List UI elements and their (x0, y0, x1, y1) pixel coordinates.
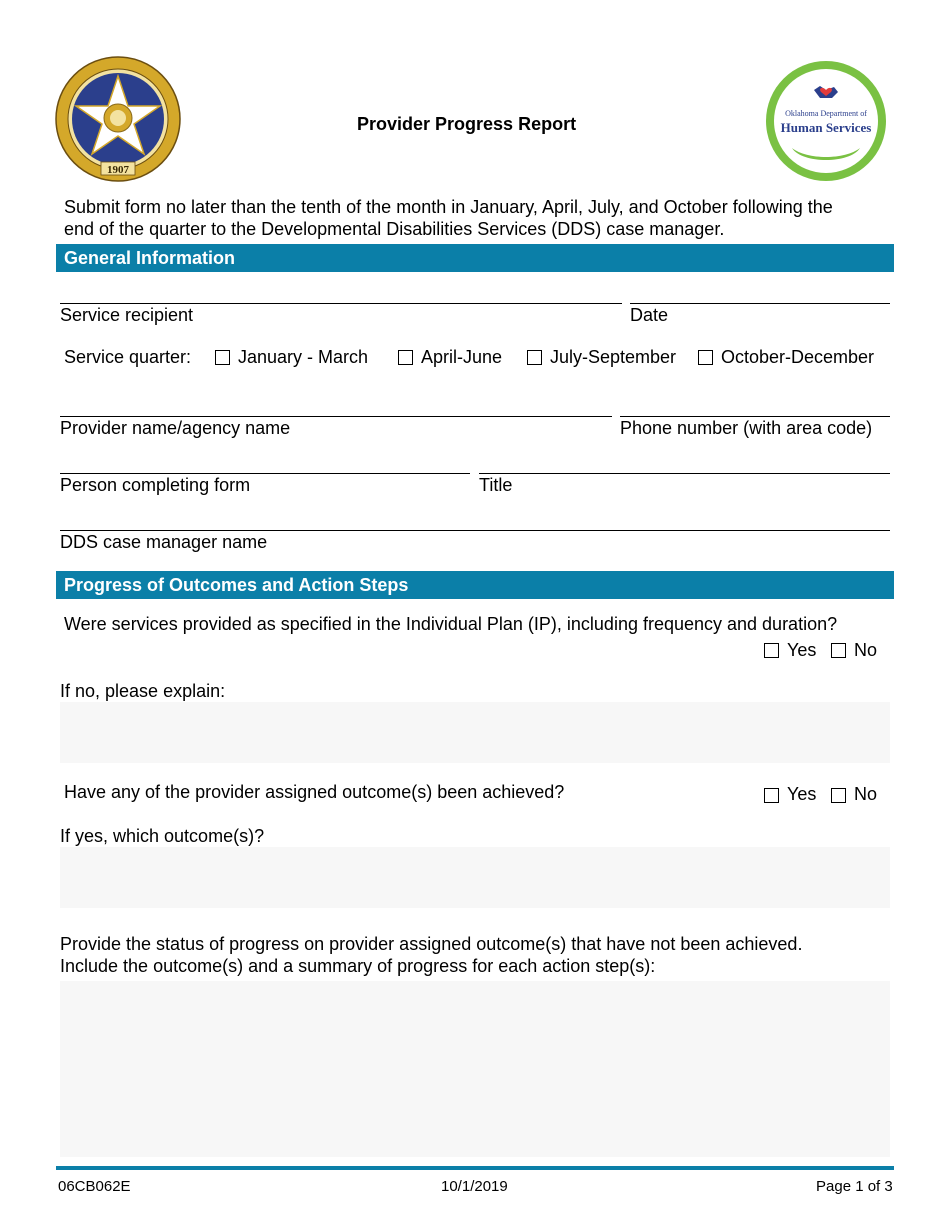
service-quarter-label: Service quarter: (64, 347, 192, 367)
quarter-jan-mar-checkbox[interactable] (215, 350, 230, 365)
dds-case-manager-field[interactable] (60, 530, 890, 531)
q1-no-label: No (854, 640, 878, 660)
state-seal (55, 56, 181, 182)
dhs-logo (762, 60, 890, 182)
dds-case-manager-label: DDS case manager name (60, 532, 268, 552)
person-completing-field[interactable] (60, 473, 470, 474)
logo-line2: Human Services (780, 120, 872, 135)
title-label: Title (479, 475, 513, 495)
q2-which-field[interactable] (60, 847, 890, 908)
q2-text: Have any of the provider assigned outcome(s) been achieved? (64, 782, 565, 802)
q2-which-label: If yes, which outcome(s)? (60, 826, 265, 846)
title-field[interactable] (479, 473, 890, 474)
phone-field[interactable] (620, 416, 890, 417)
quarter-jan-mar-label: January - March (238, 347, 369, 367)
service-recipient-label: Service recipient (60, 305, 194, 325)
q3-line-2: Include the outcome(s) and a summary of progress for each action step(s): (60, 956, 656, 976)
form-id: 06CB062E (58, 1178, 131, 1195)
progress-heading: Progress of Outcomes and Action Steps (56, 571, 894, 599)
footer-date: 10/1/2019 (441, 1178, 508, 1195)
logo-line1: Oklahoma Department of (785, 109, 867, 118)
q1-yes-checkbox[interactable] (764, 643, 779, 658)
date-field[interactable] (630, 303, 890, 304)
q1-no-checkbox[interactable] (831, 643, 846, 658)
quarter-jul-sep-label: July-September (550, 347, 677, 367)
q1-explain-label: If no, please explain: (60, 681, 226, 701)
quarter-apr-jun-checkbox[interactable] (398, 350, 413, 365)
q1-text: Were services provided as specified in the Individual Plan (IP), including frequency and duration? (64, 614, 838, 634)
provider-name-label: Provider name/agency name (60, 418, 291, 438)
q2-no-label: No (854, 784, 878, 804)
page-number: Page 1 of 3 (816, 1178, 893, 1195)
provider-name-field[interactable] (60, 416, 612, 417)
quarter-apr-jun-label: April-June (421, 347, 503, 367)
instructions-line-1: Submit form no later than the tenth of the month in January, April, July, and October following the (64, 197, 833, 217)
q2-no-checkbox[interactable] (831, 788, 846, 803)
q1-explain-field[interactable] (60, 702, 890, 763)
page-title: Provider Progress Report (357, 114, 577, 134)
quarter-jul-sep-checkbox[interactable] (527, 350, 542, 365)
seal-year: 1907 (107, 164, 129, 176)
footer-divider (56, 1166, 894, 1170)
date-label: Date (630, 305, 669, 325)
service-recipient-field[interactable] (60, 303, 622, 304)
instructions-line-2: end of the quarter to the Developmental Disabilities Services (DDS) case manager. (64, 219, 725, 239)
phone-label: Phone number (with area code) (620, 418, 873, 438)
quarter-oct-dec-label: October-December (721, 347, 875, 367)
q1-yes-label: Yes (787, 640, 817, 660)
general-information-heading: General Information (56, 244, 894, 272)
q2-yes-label: Yes (787, 784, 817, 804)
person-completing-label: Person completing form (60, 475, 251, 495)
q3-status-field[interactable] (60, 981, 890, 1157)
q2-yes-checkbox[interactable] (764, 788, 779, 803)
quarter-oct-dec-checkbox[interactable] (698, 350, 713, 365)
q3-line-1: Provide the status of progress on provider assigned outcome(s) that have not been achieved. (60, 934, 803, 954)
